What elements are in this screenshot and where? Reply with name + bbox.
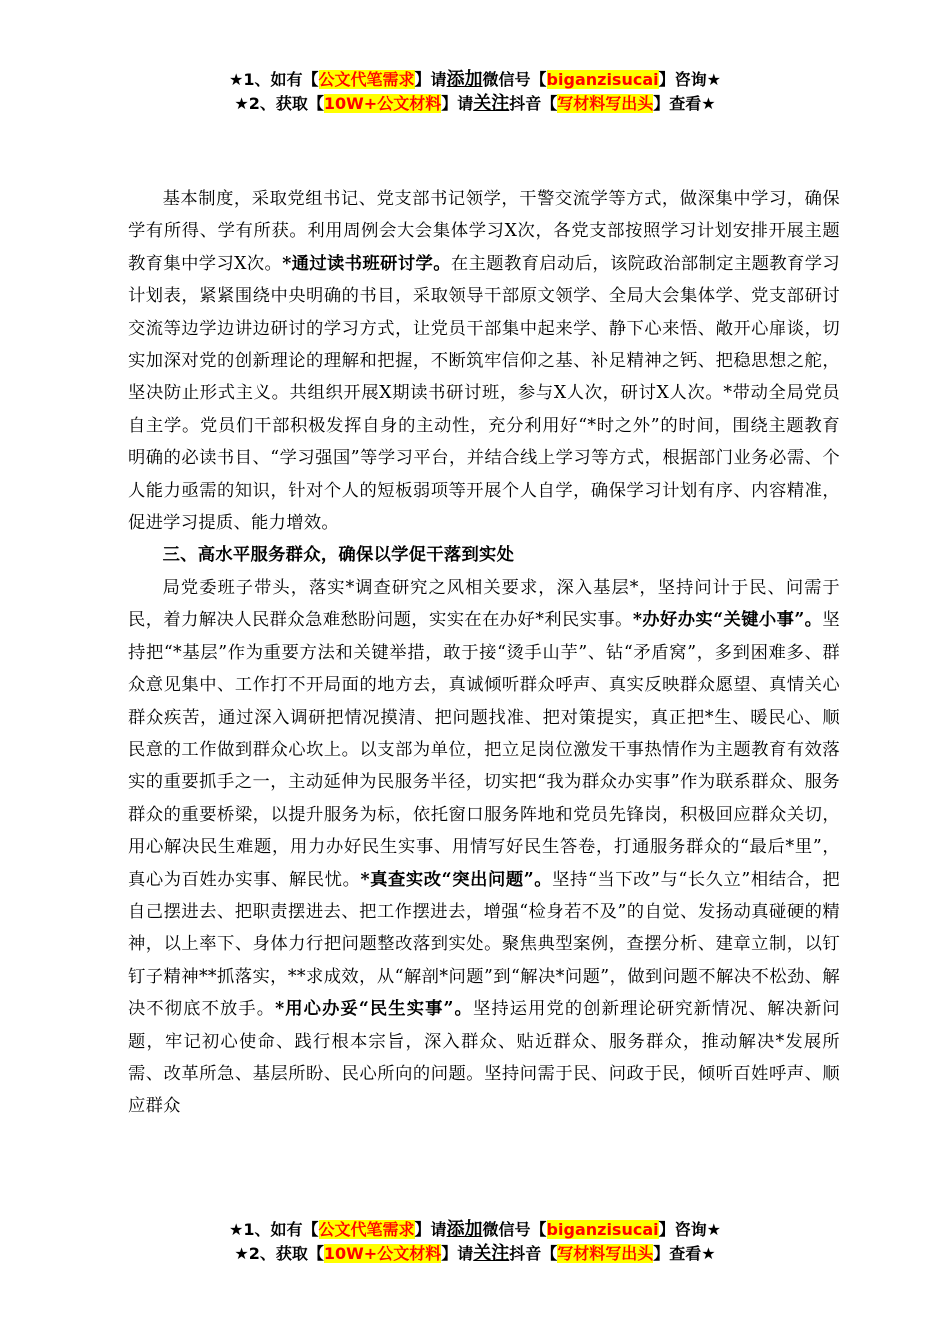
banner-underline-add: 添加 [446, 69, 483, 90]
banner-underline-follow: 关注 [473, 1243, 510, 1264]
banner-underline-follow: 关注 [473, 93, 510, 114]
footer-banner [0, 1218, 950, 1266]
banner-text: 】请 [441, 94, 474, 113]
banner-line-1 [0, 68, 950, 92]
banner-line-2 [0, 92, 950, 116]
banner-highlight-wechat-id: biganzisucai [546, 70, 659, 89]
banner-text: 】请 [414, 1220, 447, 1239]
paragraph-text: 坚持“当下改”与“长久立”相结合，把自己摆进去、把职责摆进去、把工作摆进去，增强“检身若不及”的自觉、发扬动真碰硬的精神，以上率下、身体力行把问题整改落到实处。聚焦典型案例，查摆分析、建章立制，以钉钉子精神**抓落实，**求成效，从“解剖*问题”到“解决*问题”，做到问题不解决不松劲、解决不彻底不放手。 [128, 869, 840, 1020]
paragraph-text: 坚持把“*基层”作为重要方法和关键举措，敢于接“烫手山芋”、钻“矛盾窝”，多到困难多、群众意见集中、工作打不开局面的地方去，真诚倾听群众呼声、真实反映群众愿望、真情关心群众疾苦，通过深入调研把情况摸清、把问题找准、把对策提实，真正把*生、暖民心、顺民意的工作做到群众心坎上。以支部为单位，把立足岗位激发干事热情作为主题教育有效落实的重要抓手之一，主动延伸为民服务半径，切实把“我为群众办实事”作为联系群众、服务群众的重要桥梁，以提升服务为标，依托窗口服务阵地和党员先锋岗，积极回应群众关切，用心解决民生难题，用力办好民生实事、用情写好民生答卷，打通服务群众的“最后*里”，真心为百姓办实事、解民忧。 [128, 610, 840, 890]
banner-text: ★1、如有【 [229, 1220, 319, 1239]
banner-text: ★1、如有【 [229, 70, 319, 89]
banner-text: 】查看★ [653, 1244, 716, 1263]
banner-highlight-douyin: 写材料写出头 [557, 94, 654, 113]
banner-text: 】请 [441, 1244, 474, 1263]
banner-line-2 [0, 1242, 950, 1266]
banner-text: ★2、获取【 [234, 94, 324, 113]
banner-text: 微信号【 [482, 70, 547, 89]
banner-underline-add: 添加 [446, 1219, 483, 1240]
header-banner [0, 68, 950, 116]
bold-lead-reading-class: *通过读书班研讨学。 [282, 253, 451, 274]
paragraph-study [128, 183, 840, 539]
banner-line-1 [0, 1218, 950, 1242]
banner-text: ★2、获取【 [234, 1244, 324, 1263]
paragraph-service [128, 572, 840, 1123]
paragraph-text: 局党委班子带头，落实*调查研究之风相关要求，深入基层*，坚持问计于民、问需于民，着力解决人民群众急难愁盼问题，实实在在办好*利民实事。 [128, 577, 840, 631]
section-heading-3: 三、高水平服务群众，确保以学促干落到实处 [162, 545, 515, 566]
banner-text: 】咨询★ [658, 70, 721, 89]
banner-text: 】咨询★ [658, 1220, 721, 1239]
banner-text: 】请 [414, 70, 447, 89]
banner-highlight-douyin: 写材料写出头 [557, 1244, 654, 1263]
banner-highlight-service: 公文代笔需求 [318, 1220, 415, 1239]
banner-text: 抖音【 [509, 1244, 558, 1263]
banner-text: 】查看★ [653, 94, 716, 113]
banner-highlight-materials: 10W+公文材料 [323, 94, 442, 113]
banner-text: 抖音【 [509, 94, 558, 113]
banner-highlight-materials: 10W+公文材料 [323, 1244, 442, 1263]
banner-highlight-wechat-id: biganzisucai [546, 1220, 659, 1239]
bold-lead-livelihood: *用心办妥“民生实事”。 [275, 999, 473, 1020]
document-body [128, 183, 840, 1123]
banner-highlight-service: 公文代笔需求 [318, 70, 415, 89]
paragraph-text: 坚持运用党的创新理论研究新情况、解决新问题，牢记初心使命、践行根本宗旨，深入群众、贴近群众、服务群众，推动解决*发展所需、改革所急、基层所盼、民心所向的问题。坚持问需于民、问政于民，倾听百姓呼声、顺应群众 [128, 999, 840, 1117]
bold-lead-problems: *真查实改“突出问题”。 [360, 869, 553, 890]
paragraph-text: 基本制度，采取党组书记、党支部书记领学，干警交流学等方式，做深集中学习，确保学有所得、学有所获。利用周例会大会集体学习X次，各党支部按照学习计划安排开展主题教育集中学习X次。 [128, 189, 840, 274]
banner-text: 微信号【 [482, 1220, 547, 1239]
bold-lead-key-matters: *办好办实“关键小事”。 [632, 610, 823, 631]
paragraph-text: 在主题教育启动后，该院政治部制定主题教育学习计划表，紧紧围绕中央明确的书目，采取领导干部原文领学、全局大会集体学、党支部研讨交流等边学边讲边研讨的学习方式，让党员干部集中起来学、静下心来悟、敞开心扉谈，切实加深对党的创新理论的理解和把握，不断筑牢信仰之基、补足精神之钙、把稳思想之舵，坚决防止形式主义。共组织开展X期读书研讨班，参与X人次，研讨X人次。*带动全局党员自主学。党员们干部积极发挥自身的主动性，充分利用好“*时之外”的时间，围绕主题教育明确的必读书目、“学习强国”等学习平台，并结合线上学习等方式，根据部门业务必需、个人能力亟需的知识，针对个人的短板弱项等开展个人自学，确保学习计划有序、内容精准，促进学习提质、能力增效。 [128, 253, 840, 534]
